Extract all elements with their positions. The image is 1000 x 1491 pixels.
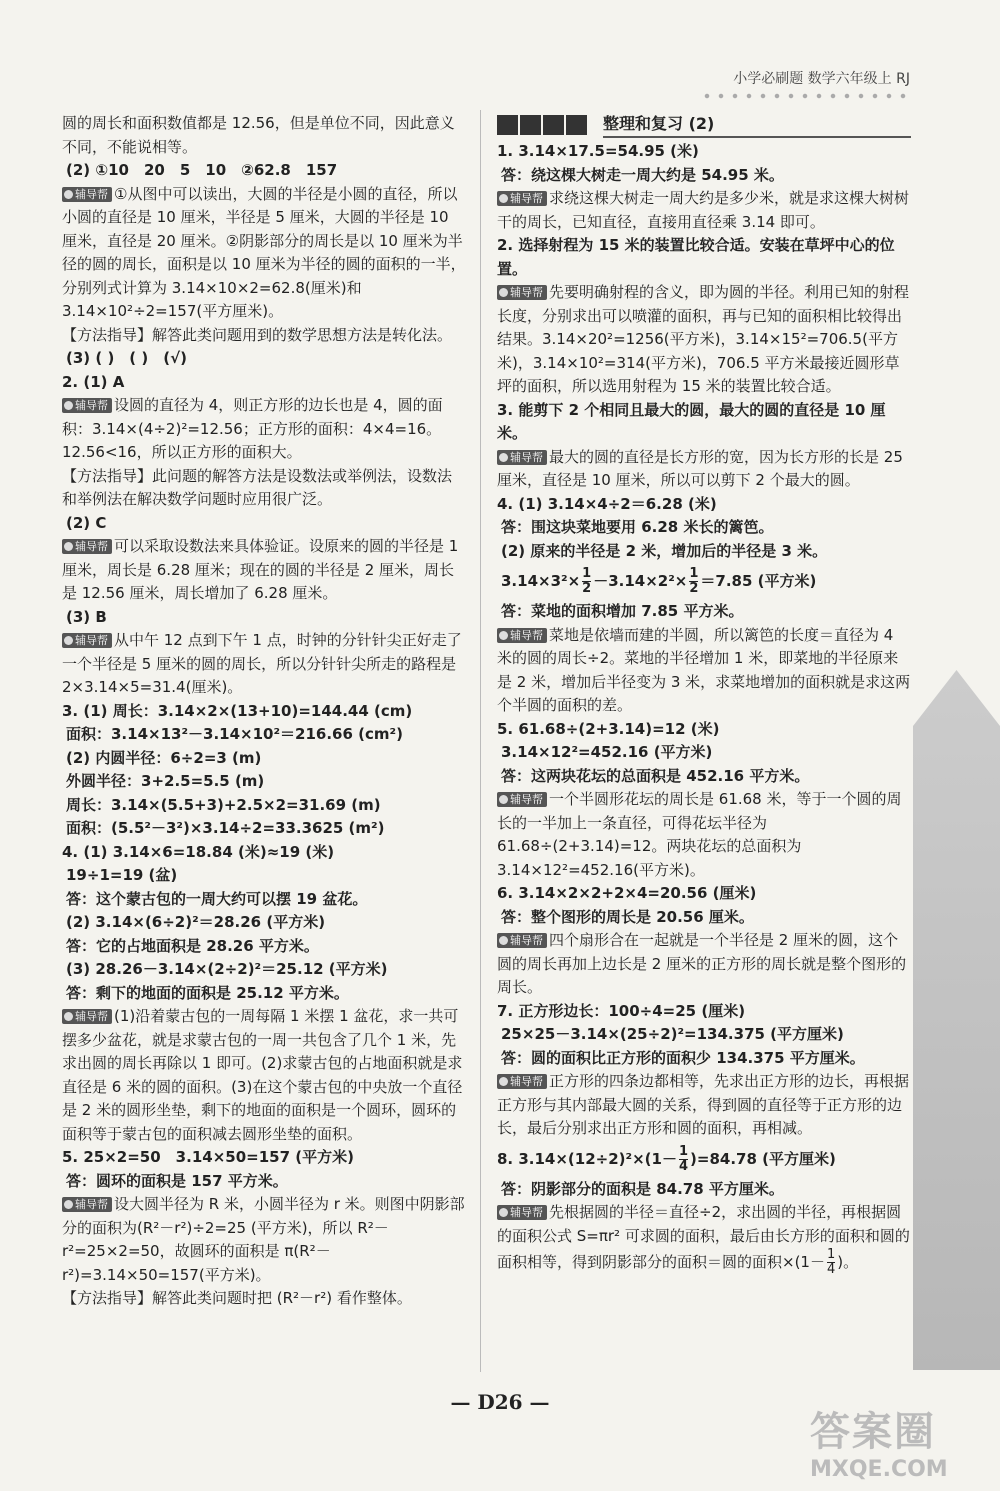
hint-paragraph: 辅导帮 先要明确射程的含义，即为圆的半径。利用已知的射程长度，分别求出可以喷灌的面积，再与已知的面积相比较得出结果。3.14×20²=1256(平方米)，3.14×15²=706.5(平方米)，3.14×10²=314(平方米)，706.5 平方米最接近圆形草坪的面积，所以选用射程为 15 米的装置比较合适。 [497,283,910,395]
question-number: 4. (1) 3.14×6=18.84 (米)≈19 (米) [62,842,335,861]
answer-line: 19÷1=19 (盆) [66,866,178,884]
hint-paragraph: 辅导帮 求绕这棵大树走一周大约是多少米，就是求这棵大树树干的周长，已知直径，直接用直径乘 3.14 即可。 [497,189,910,231]
answer-line: (2) 内圆半径：6÷2=3 (m) [66,748,262,767]
hint-icon [64,1012,73,1021]
hint-paragraph: 辅导帮 先根据圆的半径＝直径÷2，求出圆的半径，再根据圆的面积公式 S=πr² 可求圆的面积，最后由长方形的面积和圆的面积相等，得到阴影部分的面积＝圆的面积×(1－ $\frac{1}{4}$ )。 [497,1203,910,1277]
question-number: 2. 选择射程为 15 米的装置比较合适。安装在草坪中心的位置。 [497,236,895,278]
hint-badge: 辅导帮 [497,450,547,465]
answer-line: (2) 3.14×(6÷2)²＝28.26 (平方米) [66,913,326,931]
hint-icon [499,288,508,297]
answer-line: 25×25－3.14×(25÷2)²=134.375 (平方厘米) [501,1025,844,1043]
answer-line: 答：阴影部分的面积是 84.78 平方厘米。 [501,1179,784,1198]
fraction: $\frac{1}{4}$ [826,1247,836,1277]
hint-paragraph: 辅导帮 设圆的直径为 4，则正方形的边长也是 4，圆的面积：3.14×(4÷2)²=12.56；正方形的面积：4×4=16。12.56<16，所以正方形的面积大。 [62,396,443,461]
answer-line: (2) ①10 20 5 10 ②62.8 157 [66,161,338,179]
right-column [497,112,911,1277]
answer-line: (3) 28.26－3.14×(2÷2)²＝25.12 (平方米) [66,960,388,978]
hint-badge: 辅导帮 [62,1009,112,1024]
question-number: 6. 3.14×2×2+2×4=20.56 (厘米) [497,884,757,902]
text-line: 圆的周长和面积数值都是 12.56，但是单位不同，因此意义不同，不能说相等。 [62,114,455,156]
method-guide: 【方法指导】此问题的解答方法是设数法或举例法，设数法和举例法在解决数学问题时应用很广泛。 [62,466,453,508]
answer-line: 答：这个蒙古包的一周大约可以摆 19 盆花。 [66,889,368,908]
hint-icon [499,936,508,945]
formula-line: 3.14×3²× $\frac{1}{2}$ －3.14×2²× $\frac{1}{2}$ ＝7.85 (平方米) [501,566,817,596]
answer-line: 外圆半径：3+2.5=5.5 (m) [66,772,265,790]
answer-line: 答：菜地的面积增加 7.85 平方米。 [501,602,744,620]
hint-badge: 辅导帮 [62,398,112,413]
hint-icon [64,636,73,645]
method-guide: 【方法指导】解答此类问题用到的数学思想方法是转化法。 [62,325,453,344]
answer-line: 答：圆的面积比正方形的面积少 134.375 平方厘米。 [501,1048,865,1067]
question-number: 1. 3.14×17.5=54.95 (米) [497,142,699,160]
section-header [497,112,911,138]
hint-icon [499,1077,508,1086]
section-title: 整理和复习 (2) [603,112,911,138]
hint-badge: 辅导帮 [497,285,547,300]
hint-icon [64,401,73,410]
fraction: $\frac{1}{4}$ [678,1143,689,1174]
question-number: 7. 正方形边长：100÷4=25 (厘米) [497,1001,746,1020]
question-number: 3. 能剪下 2 个相同且最大的圆，最大的圆的直径是 10 厘米。 [497,400,886,442]
question-number: 2. (1) A [62,372,125,391]
answer-line: 答：绕这棵大树走一周大约是 54.95 米。 [501,165,784,184]
question-number: 3. (1) 周长：3.14×2×(13+10)=144.44 (cm) [62,701,413,720]
hint-badge: 辅导帮 [497,1205,547,1220]
answer-line: (2) C [66,513,107,532]
fraction: $\frac{1}{2}$ [689,566,699,596]
answer-line: 答：圆环的面积是 157 平方米。 [66,1171,288,1190]
hint-paragraph: 辅导帮 ①从图中可以读出，大圆的半径是小圆的直径，所以小圆的直径是 10 厘米，半径是 5 厘米，大圆的半径是 10 厘米，直径是 20 厘米。②阴影部分的周长是以 10 厘米为半径的圆的周长，面积是以 10 厘米为半径的圆的面积的一半，分别列式计算为 3.14×10×2=62.8(厘米)和 3.14×10²÷2=157(平方厘米)。 [62,184,466,320]
method-guide: 【方法指导】解答此类问题时把 (R²－r²) 看作整体。 [62,1289,412,1307]
answer-line: (3) B [66,607,107,626]
hint-badge: 辅导帮 [497,628,547,643]
hint-icon [499,795,508,804]
hint-badge: 辅导帮 [497,1074,547,1089]
hint-paragraph: 辅导帮 设大圆半径为 R 米，小圆半径为 r 米。则图中阴影部分的面积为(R²－r²)÷2=25 (平方米)，所以 R²－r²=25×2=50，故圆环的面积是 π(R²－r²)=3.14×50=157(平方米)。 [62,1195,465,1284]
hint-badge: 辅导帮 [62,187,112,202]
hint-paragraph: 辅导帮 菜地是依墙而建的半圆，所以篱笆的长度＝直径为 4 米的圆的周长÷2。菜地的半径增加 1 米，即菜地的半径原来是 2 米，增加后半径变为 3 米，求菜地增加的面积就是求这两个半圆的面积的差。 [497,625,911,714]
answer-line: 周长：3.14×(5.5+3)+2.5×2=31.69 (m) [66,795,381,814]
answer-line: 3.14×12²=452.16 (平方米) [501,743,713,761]
hint-badge: 辅导帮 [62,1197,112,1212]
hint-icon [499,631,508,640]
hint-badge: 辅导帮 [62,633,112,648]
answer-line: 答：围这块菜地要用 6.28 米长的篱笆。 [501,518,774,536]
section-bars-icon [497,115,587,135]
watermark-logo: 答案圈 MXQE.COM [810,1409,948,1482]
page-number: — D26 — [450,1390,550,1414]
question-number: 4. (1) 3.14×4÷2＝6.28 (米) [497,494,717,513]
hint-paragraph: 辅导帮 可以采取设数法来具体验证。设原来的圆的半径是 1 厘米，周长是 6.28 厘米；现在的圆的半径是 2 厘米，周长是 12.56 厘米，周长增加了 6.28 厘米。 [62,537,459,602]
answer-line: (2) 原来的半径是 2 米，增加后的半径是 3 米。 [501,541,828,560]
hint-paragraph: 辅导帮 (1)沿着蒙古包的一周每隔 1 米摆 1 盆花，求一共可摆多少盆花，就是求蒙古包的一周一共包含了几个 1 米，先求出圆的周长再除以 1 即可。(2)求蒙古包的占地面积就是求直径是 6 米的圆的面积。(3)在这个蒙古包的中央放一个直径是 2 米的圆形坐垫，剩下的地面的面积是一个圆环，圆环的面积等于蒙古包的面积减去圆形坐垫的面积。 [62,1007,463,1143]
answer-line: 答：这两块花坛的总面积是 452.16 平方米。 [501,766,810,785]
hint-paragraph: 辅导帮 从中午 12 点到下午 1 点，时钟的分针针尖正好走了一个半径是 5 厘米的圆的周长，所以分针针尖所走的路程是 2×3.14×5=31.4(厘米)。 [62,631,462,696]
answer-line: 答：剩下的地面的面积是 25.12 平方米。 [66,983,349,1002]
hint-icon [499,1208,508,1217]
header-dots [700,93,910,99]
hint-badge: 辅导帮 [62,539,112,554]
hint-paragraph: 辅导帮 正方形的四条边都相等，先求出正方形的边长，再根据正方形与其内部最大圆的关系，得到圆的直径等于正方形的边长，最后分别求出正方形和圆的面积，再相减。 [497,1072,910,1137]
hint-icon [499,453,508,462]
answer-line: 面积：3.14×13²－3.14×10²＝216.66 (cm²) [66,725,403,743]
hint-icon [64,190,73,199]
column-divider [480,110,481,1372]
hint-icon [499,194,508,203]
hint-badge: 辅导帮 [497,933,547,948]
hint-paragraph: 辅导帮 一个半圆形花坛的周长是 61.68 米，等于一个圆的周长的一半加上一条直径，可得花坛半径为 61.68÷(2+3.14)=12。两块花坛的总面积为 3.14×12²=452.16(平方米)。 [497,790,902,879]
hint-paragraph: 辅导帮 四个扇形合在一起就是一个半径是 2 厘米的圆，这个圆的周长再加上边长是 2 厘米的正方形的周长就是整个图形的周长。 [497,931,907,996]
answer-line: 答：整个图形的周长是 20.56 厘米。 [501,907,754,926]
page-header: 小学必刷题 数学六年级上 RJ [733,71,910,87]
hint-badge: 辅导帮 [497,191,547,206]
hint-icon [64,1200,73,1209]
question-number: 8. 3.14×(12÷2)²×(1－ $\frac{1}{4}$ )=84.78 (平方厘米) [497,1143,836,1174]
hint-badge: 辅导帮 [497,792,547,807]
answer-line: (3) ( ) ( ) (√) [66,349,187,367]
hint-icon [64,542,73,551]
answer-line: 答：它的占地面积是 28.26 平方米。 [66,936,319,955]
fraction: $\frac{1}{2}$ [582,566,592,596]
decorative-banner [913,670,1000,1370]
left-column [62,112,466,1311]
answer-line: 面积：(5.5²－3²)×3.14÷2=33.3625 (m²) [66,819,385,837]
question-number: 5. 61.68÷(2+3.14)=12 (米) [497,719,720,738]
question-number: 5. 25×2=50 3.14×50=157 (平方米) [62,1148,354,1166]
hint-paragraph: 辅导帮 最大的圆的直径是长方形的宽，因为长方形的长是 25 厘米，直径是 10 厘米，所以可以剪下 2 个最大的圆。 [497,447,903,489]
